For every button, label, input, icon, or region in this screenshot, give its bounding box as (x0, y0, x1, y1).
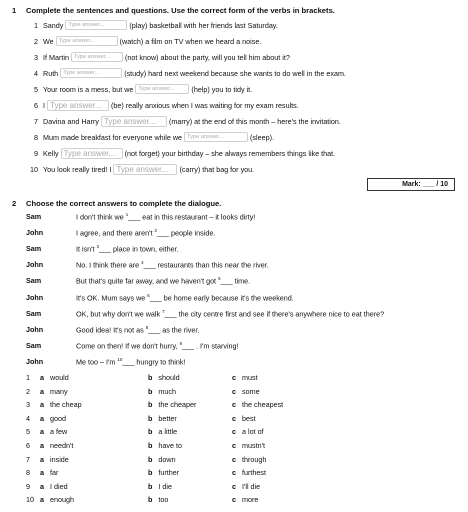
option-choice-c[interactable] (232, 414, 256, 423)
question-text-after: (be) really anxious when I was waiting for my exam results. (111, 100, 299, 110)
option-choice-b[interactable] (148, 427, 177, 436)
section2-title (12, 199, 221, 208)
gap-number: 4 (141, 260, 144, 266)
option-letter: b (148, 441, 153, 450)
gap-number: 9 (179, 340, 183, 346)
section2-number: 2 (12, 199, 17, 208)
question-text-after: (study) hard next weekend because she wants to do well in the exam. (124, 68, 346, 78)
option-letter: b (148, 373, 153, 382)
question-text-after: (not know) about the party, will you tell him about it? (124, 52, 290, 62)
option-letter: a (40, 400, 44, 410)
dialogue-text-after: ___ the city centre first and see if there's anywhere nice to eat there? (164, 308, 385, 318)
question-text-after: (watch) a film on TV when we heard a noise. (119, 36, 262, 46)
question-number: 7 (34, 116, 38, 126)
speaker-name: John (26, 356, 44, 366)
s1-question-10 (26, 163, 254, 175)
s1-question-8 (26, 131, 274, 143)
question-text-before: Sandy (43, 20, 64, 30)
dialogue-text (76, 276, 250, 285)
option-letter: a (40, 481, 44, 491)
answer-input-5[interactable]: Type answer... (135, 84, 189, 94)
section2-instructions: Choose the correct answers to complete the dialogue. (26, 199, 222, 208)
option-number: 5 (26, 427, 30, 437)
speaker-name: Sam (26, 308, 42, 318)
speaker-name: Sam (26, 340, 42, 350)
option-text: many (50, 386, 68, 396)
speaker-name: John (26, 228, 44, 238)
option-choice-a[interactable] (40, 441, 73, 450)
dialogue-text-after: ___ be home early because it's the weekend. (149, 292, 294, 302)
section1-number: 1 (12, 6, 17, 15)
option-letter: c (232, 386, 236, 396)
speaker-name: Sam (26, 212, 42, 221)
option-text: furthest (242, 468, 266, 478)
dialogue-text-after: ___ place in town, either. (99, 244, 179, 254)
question-number: 8 (34, 132, 38, 142)
dialogue-text (76, 341, 239, 350)
option-choice-a[interactable] (40, 468, 58, 477)
option-choice-c[interactable] (232, 373, 258, 382)
option-letter: b (148, 495, 153, 505)
option-text: some (242, 386, 260, 396)
dialogue-text-before: OK, but why don't we walk (76, 308, 163, 318)
option-text: mustn't (242, 441, 265, 450)
dialogue-text-after: ___ as the river. (148, 325, 200, 335)
option-choice-b[interactable] (148, 387, 176, 396)
answer-input-4[interactable]: Type answer... (60, 68, 122, 78)
option-text: must (242, 373, 258, 382)
option-text: I died (50, 481, 68, 491)
answer-input-9[interactable]: Type answer... (61, 148, 123, 159)
option-text: much (158, 386, 176, 396)
speaker-name: Sam (26, 244, 42, 254)
option-number: 4 (26, 413, 30, 423)
option-text: better (158, 413, 177, 423)
dialogue-text-before: I don't think we (76, 212, 126, 222)
question-text-after: (help) you to tidy it. (191, 84, 253, 94)
option-number: 6 (26, 441, 30, 450)
gap-number: 7 (162, 308, 165, 314)
option-choice-b[interactable] (148, 400, 196, 409)
gap-number: 3 (96, 244, 100, 250)
option-text: I die (158, 481, 172, 491)
dialogue-text (76, 244, 179, 253)
s1-question-4 (26, 67, 346, 79)
option-letter: a (40, 427, 44, 437)
question-text-before: Ruth (43, 68, 59, 78)
answer-input-1[interactable]: Type answer... (65, 20, 127, 30)
option-letter: c (232, 495, 236, 505)
question-number: 2 (34, 36, 38, 46)
dialogue-text (76, 228, 215, 237)
question-text-before: I (43, 100, 45, 110)
speaker-name: John (26, 260, 44, 270)
option-letter: c (232, 441, 236, 450)
option-text: a little (158, 427, 178, 437)
dialogue-text (76, 293, 294, 302)
option-number: 3 (26, 400, 30, 410)
option-choice-a[interactable] (40, 427, 67, 436)
question-text-after: (not forget) your birthday – she always remembers things like that. (124, 148, 336, 158)
s1-question-2 (26, 35, 261, 47)
question-text-after: (play) basketball with her friends last Saturday. (129, 20, 278, 30)
option-text: should (158, 373, 180, 382)
question-number: 5 (34, 84, 38, 94)
option-number: 1 (26, 373, 30, 382)
option-number: 9 (26, 481, 30, 491)
question-number: 10 (30, 164, 38, 174)
dialogue-text-before: Good idea! It's not as (76, 325, 146, 335)
option-text: through (242, 454, 267, 464)
option-text: too (158, 495, 169, 505)
dialogue-text-before: It isn't (76, 244, 97, 254)
option-number: 2 (26, 386, 30, 396)
option-text: good (50, 413, 66, 423)
option-number: 8 (26, 468, 30, 478)
option-text: I'll die (242, 481, 261, 491)
option-letter: a (40, 373, 44, 382)
speaker-name: John (26, 292, 44, 302)
option-letter: c (232, 427, 236, 437)
option-choice-b[interactable] (148, 482, 172, 491)
option-choice-a[interactable] (40, 373, 69, 382)
question-text-after: (carry) that bag for you. (179, 164, 255, 174)
dialogue-text-after: ___ eat in this restaurant – it looks dirty! (128, 212, 256, 222)
dialogue-text (76, 309, 384, 318)
option-choice-c[interactable] (232, 455, 266, 464)
answer-input-10[interactable]: Type answer... (113, 164, 177, 175)
option-letter: b (148, 413, 153, 423)
option-letter: c (232, 400, 236, 410)
dialogue-text-after: ___ people inside. (157, 228, 216, 238)
dialogue-text (76, 212, 255, 221)
speaker-name: Sam (26, 276, 42, 286)
gap-number: 6 (147, 292, 150, 298)
gap-number: 5 (218, 276, 221, 282)
option-choice-a[interactable] (40, 414, 66, 423)
option-letter: b (148, 454, 153, 464)
question-number: 1 (34, 20, 38, 30)
option-letter: a (40, 441, 44, 450)
option-text: the cheapest (242, 400, 284, 410)
option-letter: c (232, 413, 236, 423)
option-text: the cheaper (158, 400, 197, 410)
option-letter: c (232, 468, 236, 478)
s1-question-9 (26, 147, 335, 159)
option-text: have to (158, 441, 182, 450)
option-text: inside (50, 454, 69, 464)
option-letter: a (40, 413, 44, 423)
dialogue-text-before: Come on then! If we don't hurry, (76, 341, 180, 351)
s1-question-6 (26, 99, 299, 111)
option-letter: b (148, 400, 153, 410)
dialogue-text-after: ___ . I'm starving! (182, 341, 239, 351)
question-text-before: If Martin (43, 52, 69, 62)
dialogue-text-after: ___ restaurants than this near the river. (143, 260, 269, 270)
question-text-before: Your room is a mess, but we (43, 84, 134, 94)
option-choice-c[interactable] (232, 427, 264, 436)
option-letter: c (232, 373, 236, 382)
option-text: best (242, 413, 256, 423)
option-choice-b[interactable] (148, 495, 168, 504)
option-choice-b[interactable] (148, 468, 179, 477)
option-text: more (242, 495, 259, 505)
option-choice-a[interactable] (40, 455, 69, 464)
question-number: 3 (34, 52, 38, 62)
question-number: 6 (34, 100, 38, 110)
option-letter: a (40, 495, 44, 505)
option-text: further (158, 468, 180, 478)
answer-input-3[interactable]: Type answer... (71, 52, 123, 62)
option-choice-b[interactable] (148, 414, 177, 423)
option-choice-c[interactable] (232, 495, 258, 504)
option-choice-c[interactable] (232, 482, 260, 491)
option-choice-c[interactable] (232, 387, 260, 396)
question-text-before: Mum made breakfast for everyone while we (43, 132, 183, 142)
dialogue-text-before: I agree, and there aren't (76, 228, 155, 238)
option-choice-c[interactable] (232, 441, 265, 450)
option-text: a few (50, 427, 68, 437)
option-letter: b (148, 481, 153, 491)
option-letter: c (232, 454, 236, 464)
dialogue-text (76, 260, 269, 269)
answer-input-7[interactable]: Type answer... (101, 116, 167, 127)
option-text: far (50, 468, 59, 478)
option-text: enough (50, 495, 74, 505)
option-letter: a (40, 386, 44, 396)
mark-box: Mark: ___ / 10 (367, 178, 455, 191)
option-choice-b[interactable] (148, 441, 182, 450)
option-letter: c (232, 481, 236, 491)
option-text: would (50, 373, 69, 382)
s1-question-3 (26, 51, 290, 63)
option-text: a lot of (242, 427, 264, 437)
question-number: 9 (34, 148, 38, 158)
option-choice-b[interactable] (148, 373, 180, 382)
section1-title (12, 6, 335, 15)
gap-number: 8 (145, 324, 149, 330)
dialogue-text-after: ___ hungry to think! (122, 357, 186, 367)
gap-number: 2 (154, 228, 158, 234)
option-choice-a[interactable] (40, 495, 74, 504)
gap-number: 10 (117, 356, 123, 362)
question-number: 4 (34, 68, 38, 78)
answer-input-8[interactable]: Type answer... (184, 132, 248, 142)
question-text-before: Kelly (43, 148, 59, 158)
option-choice-a[interactable] (40, 400, 82, 409)
option-letter: b (148, 386, 153, 396)
s1-question-5 (26, 83, 252, 95)
s1-question-1 (26, 19, 278, 31)
dialogue-text-before: No. I think there are (76, 260, 142, 270)
option-letter: b (148, 468, 153, 478)
option-choice-c[interactable] (232, 400, 283, 409)
option-number: 7 (26, 454, 30, 464)
question-text-after: (marry) at the end of this month – here's the invitation. (168, 116, 341, 126)
s1-question-7 (26, 115, 341, 127)
answer-input-6[interactable]: Type answer... (47, 100, 109, 111)
section1-instructions: Complete the sentences and questions. Use the correct form of the verbs in brackets. (26, 6, 335, 15)
dialogue-text-before: Me too – I'm (76, 357, 118, 367)
question-text-before: We (43, 36, 54, 46)
option-letter: a (40, 454, 44, 464)
option-text: the cheap (50, 400, 82, 410)
option-letter: a (40, 468, 44, 478)
option-choice-a[interactable] (40, 482, 68, 491)
dialogue-text-before: It's OK. Mum says we (76, 292, 148, 302)
answer-input-2[interactable]: Type answer... (56, 36, 118, 46)
option-choice-c[interactable] (232, 468, 266, 477)
dialogue-text-before: But that's quite far away, and we haven't got (76, 276, 219, 286)
speaker-name: John (26, 324, 44, 334)
dialogue-text (76, 325, 199, 334)
question-text-before: Davina and Harry (43, 116, 99, 126)
question-text-before: You look really tired! I (43, 164, 112, 174)
question-text-after: (sleep). (250, 132, 274, 142)
option-letter: b (148, 427, 153, 437)
option-number: 10 (26, 495, 34, 505)
option-text: down (158, 454, 176, 464)
option-choice-a[interactable] (40, 387, 68, 396)
gap-number: 1 (125, 212, 129, 217)
option-text: needn't (50, 441, 74, 450)
option-choice-b[interactable] (148, 455, 176, 464)
dialogue-text-after: ___ time. (220, 276, 251, 286)
dialogue-text (76, 357, 185, 366)
